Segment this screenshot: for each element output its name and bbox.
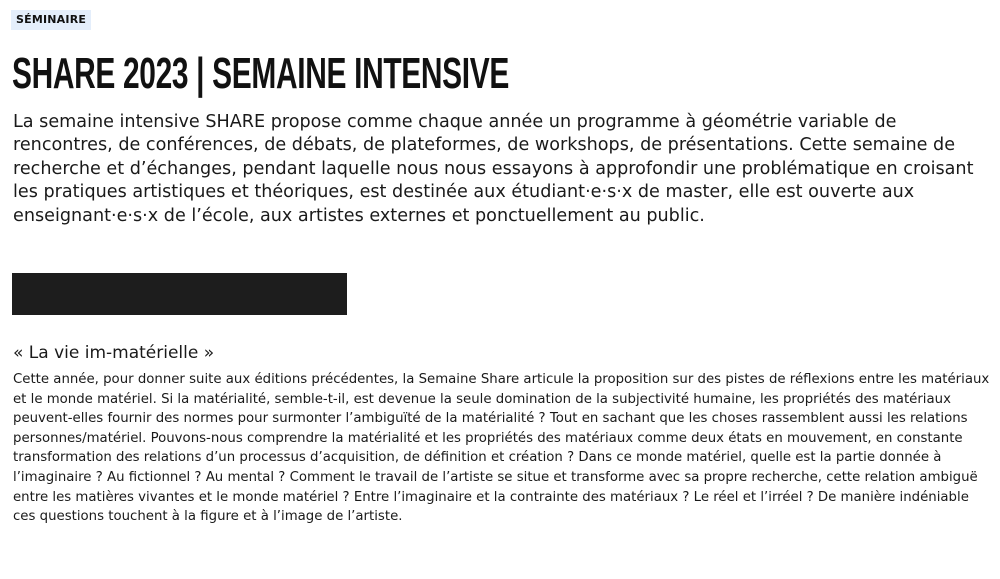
section-body-paragraph: Cette année, pour donner suite aux éditions précédentes, la Semaine Share articule la proposition sur des pistes de réflexions entre les matériaux et le monde matériel. Si la matérialité, semble-t-il, est devenue la seule domination de la subjectivité humaine, les propriétés des matériaux peuvent-elles fournir des normes pour surmonter l’ambiguïté de la matérialité ? Tout en sachant que les choses rassemblent aussi les relations personnes/matériel. Pouvons-nous comprendre la matérialité et les propriétés des matériaux comme deux états en mouvement, en constante transformation des relations d’un processus d’acquisition, de définition et création ? Dans ce monde matériel, quelle est la partie donnée à l’imaginaire ? Au fictionnel ? Au mental ? Comment le travail de l’artiste se situe et transforme avec sa propre recherche, cette relation ambiguë entre les matières vivantes et le monde matériel ? Entre l’imaginaire et la contrainte des matériaux ? Le réel et l’irréel ? De manière indéniable ces questions touchent à la figure et à l’image de l’artiste. [13, 372, 990, 525]
category-badge[interactable]: SÉMINAIRE [11, 10, 91, 30]
section-heading: « La vie im-matérielle » [13, 343, 215, 363]
page-title: SHARE 2023 | SEMAINE INTENSIVE [12, 49, 509, 98]
dark-banner-block [12, 273, 347, 315]
intro-paragraph: La semaine intensive SHARE propose comme chaque année un programme à géométrie variable de rencontres, de conférences, de débats, de plateformes, de workshops, de présentations. Cette semaine de recherche et d’échanges, pendant laquelle nous nous essayons à approfondir une problématique en croisant les pratiques artistiques et théoriques, est destinée aux étudiant·e·s·x de master, elle est ouverte aux enseignant·e·s·x de l’école, aux artistes externes et ponctuellement au public. [13, 112, 974, 226]
